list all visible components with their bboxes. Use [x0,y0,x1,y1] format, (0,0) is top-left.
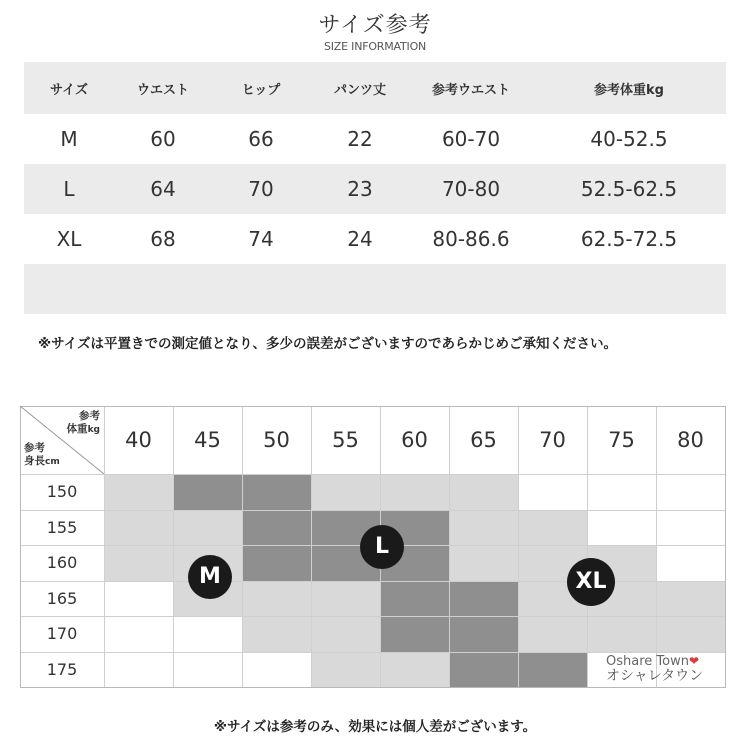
size-xl-badge: XL [567,558,615,606]
corner-weight-line1: 参考 [79,410,100,422]
header-waist: ウエスト [136,82,189,98]
row-hip: 74 [248,227,274,251]
size-table-header [24,62,726,114]
weight-label: 75 [608,428,635,452]
table-row [24,164,726,214]
size-m-badge: M [188,555,232,599]
weight-label: 40 [125,428,152,452]
table-row-empty [24,264,726,314]
row-hip: 70 [248,177,274,201]
row-ref-weight: 40-52.5 [590,127,668,151]
page-title: サイズ参考 [318,13,432,38]
row-size: M [60,127,78,151]
header-pants-length: パンツ丈 [333,82,386,98]
table-row [24,114,726,164]
heart-icon: ❤ [688,654,700,668]
row-waist: 68 [150,227,176,251]
brand-name: Oshare Town [606,654,689,669]
header-ref-weight: 参考体重kg [594,82,664,98]
height-label: 175 [46,659,78,679]
measurement-note: ※サイズは平置きでの測定値となり、多少の誤差がございますのであらかじめご承知ください。 [38,336,618,352]
header-size: サイズ [50,82,88,98]
row-pants-length: 24 [347,227,373,251]
row-ref-waist: 70-80 [441,177,501,201]
size-l-badge: L [360,525,404,569]
size-table [24,62,726,314]
corner-height-line2: 身長 [24,455,45,467]
header-ref-waist: 参考ウエスト [431,82,510,98]
height-label: 150 [46,482,78,501]
weight-label: 65 [470,428,497,452]
chart-corner [20,406,104,474]
row-waist: 64 [150,177,176,201]
table-row [24,214,726,264]
corner-weight-label [67,410,100,437]
height-label: 160 [46,553,78,572]
row-ref-weight: 62.5-72.5 [580,227,678,251]
row-pants-length: 22 [347,127,373,151]
row-size: XL [56,227,82,251]
row-ref-waist: 60-70 [441,127,501,151]
row-waist: 60 [150,127,176,151]
disclaimer-note: ※サイズは参考のみ、効果には個人差がございます。 [213,719,537,735]
corner-weight-line2: 体重 [66,423,88,435]
corner-weight-unit: kg [87,425,100,435]
height-weight-chart [20,406,726,688]
weight-label: 60 [401,428,428,452]
row-pants-length: 23 [347,177,373,201]
height-label: 170 [46,624,78,643]
weight-label: 50 [263,428,290,452]
brand-kana: オシャレタウン [606,668,704,684]
weight-label: 45 [194,428,221,452]
row-ref-weight: 52.5-62.5 [580,177,678,201]
row-size: L [63,177,75,201]
corner-height-label [24,442,60,469]
weight-label: 80 [677,428,704,452]
row-hip: 66 [248,127,274,151]
height-label: 155 [46,517,78,537]
corner-height-line1: 参考 [24,442,45,454]
corner-height-unit: cm [45,457,60,467]
page-subtitle: SIZE INFORMATION [323,40,427,53]
header-hip: ヒップ [241,82,281,98]
weight-label: 70 [539,428,566,452]
weight-label: 55 [332,428,359,452]
row-ref-waist: 80-86.6 [432,227,510,251]
height-label: 165 [46,588,78,608]
brand-watermark [606,654,703,684]
